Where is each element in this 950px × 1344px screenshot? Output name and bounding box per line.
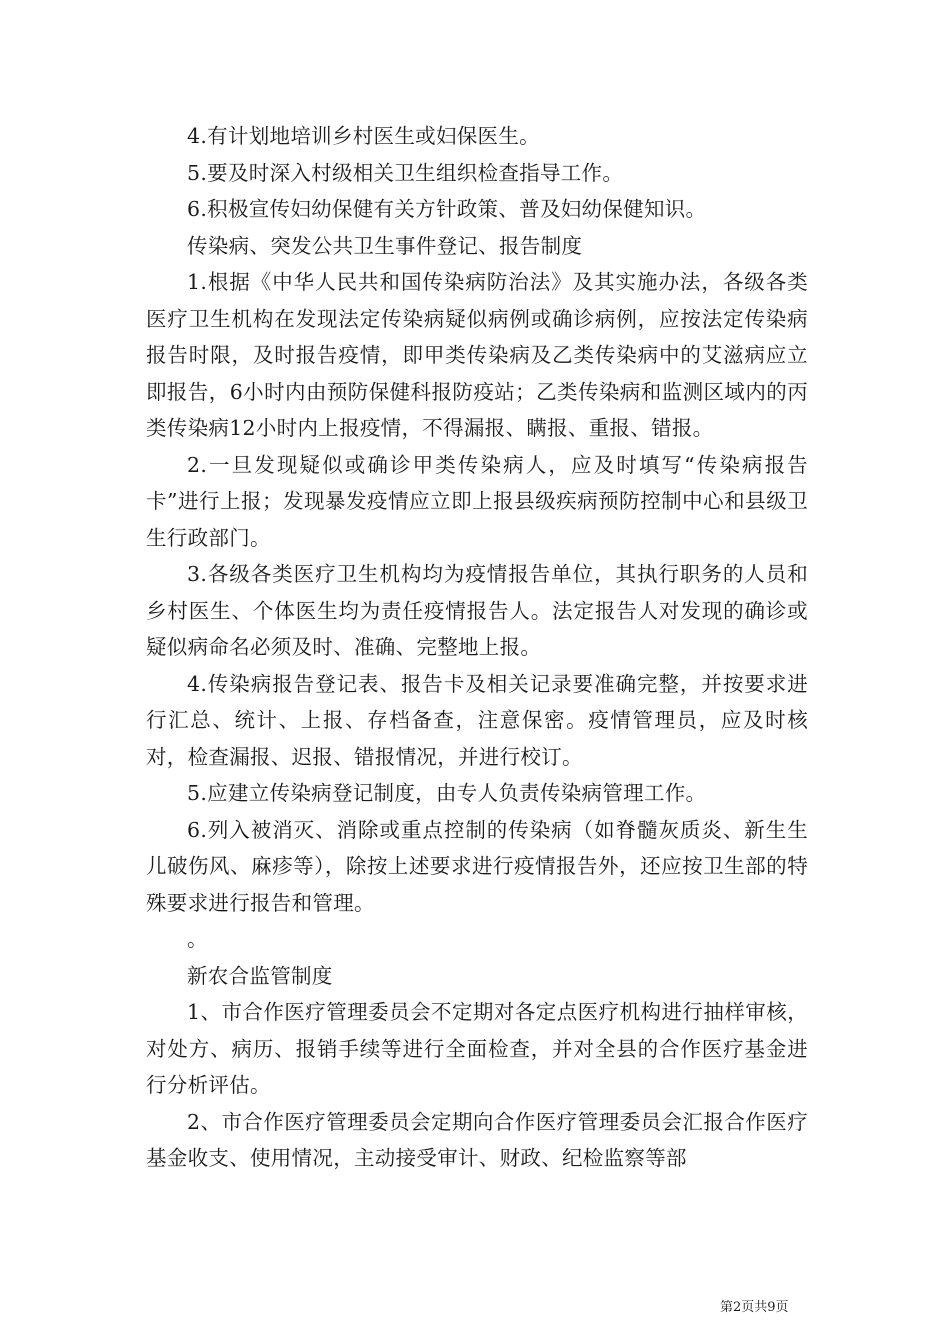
paragraph-supervision-1: 1、市合作医疗管理委员会不定期对各定点医疗机构进行抽样审核，对处方、病历、报销手续等进行全面检查，并对全县的合作医疗基金进行分析评估。 [146, 1000, 808, 1097]
paragraph-item-6-publicity: 6.积极宣传妇幼保健有关方针政策、普及妇幼保健知识。 [187, 197, 707, 221]
document-body [146, 118, 808, 1177]
stray-period: 。 [187, 927, 208, 951]
paragraph-rule-3: 3.各级各类医疗卫生机构均为疫情报告单位，其执行职务的人员和乡村医生、个体医生均为责任疫情报告人。法定报告人对发现的确诊或疑似病命名必须及时、准确、完整地上报。 [146, 562, 808, 659]
paragraph-rule-2: 2.一旦发现疑似或确诊甲类传染病人，应及时填写“传染病报告卡”进行上报；发现暴发疫情应立即上报县级疾病预防控制中心和县级卫生行政部门。 [146, 452, 808, 550]
paragraph-item-5-inspection: 5.要及时深入村级相关卫生组织检查指导工作。 [187, 160, 624, 185]
section-heading-ncms-supervision: 新农合监管制度 [187, 963, 333, 988]
paragraph-rule-6: 6.列入被消灭、消除或重点控制的传染病（如脊髓灰质炎、新生生儿破伤风、麻疹等），除按上述要求进行疫情报告外，还应按卫生部的特殊要求进行报告和管理。 [146, 817, 808, 915]
section-heading-infectious-disease: 传染病、突发公共卫生事件登记、报告制度 [187, 233, 583, 258]
paragraph-item-4-training: 4.有计划地培训乡村医生或妇保医生。 [187, 124, 540, 148]
paragraph-rule-1: 1.根据《中华人民共和国传染病防治法》及其实施办法，各级各类医疗卫生机构在发现法定传染病疑似病例或确诊病例，应按法定传染病报告时限，及时报告疫情，即甲类传染病及乙类传染病中的艾滋病应立即报告，6小时内由预防保健科报防疫站；乙类传染病和监测区域内的丙类传染病12小时内上报疫情，不得漏报、瞒报、重报、错报。 [146, 270, 808, 440]
page-number-footer: 第2页共9页 [720, 1300, 789, 1315]
paragraph-supervision-2: 2、市合作医疗管理委员会定期向合作医疗管理委员会汇报合作医疗基金收支、使用情况，主动接受审计、财政、纪检监察等部 [146, 1109, 808, 1170]
paragraph-rule-4: 4.传染病报告登记表、报告卡及相关记录要准确完整，并按要求进行汇总、统计、上报、存档备查，注意保密。疫情管理员，应及时核对，检查漏报、迟报、错报情况，并进行校订。 [146, 671, 808, 769]
paragraph-rule-5: 5.应建立传染病登记制度，由专人负责传染病管理工作。 [187, 781, 707, 805]
